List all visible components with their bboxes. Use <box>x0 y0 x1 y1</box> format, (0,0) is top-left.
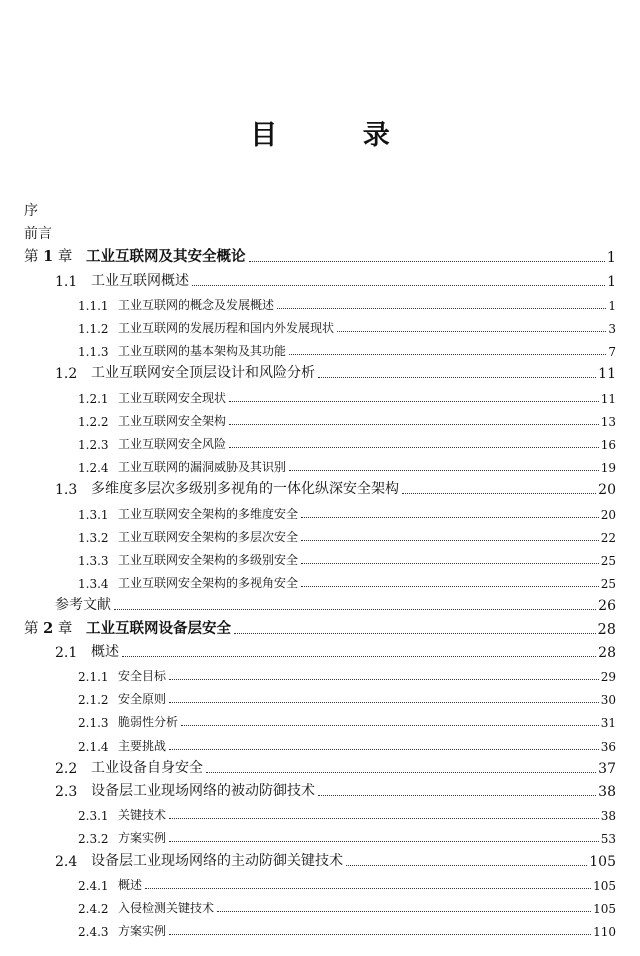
dot-leader <box>192 269 605 286</box>
toc-entry-number: 1.2.2 <box>78 414 109 429</box>
toc-entry-title: 工业互联网的发展历程和国内外发展现状 <box>118 321 335 335</box>
toc-entry-number: 2.2 <box>55 760 78 777</box>
toc-chapter-number <box>24 617 86 638</box>
dot-leader <box>169 686 599 703</box>
toc-entry-sub <box>78 569 616 591</box>
toc-entry-sub <box>78 824 616 846</box>
toc-chapter-suffix: 章 <box>57 249 73 266</box>
dot-leader <box>301 570 599 587</box>
toc-page-number: 28 <box>598 644 616 661</box>
dot-leader <box>217 895 591 912</box>
toc-entry-number: 2.4.1 <box>78 878 109 893</box>
toc-entry-sub <box>78 291 616 313</box>
toc-entry-sub <box>78 662 616 684</box>
toc-entry-title: 工业互联网的基本架构及其功能 <box>118 344 287 359</box>
dot-leader <box>318 779 596 796</box>
toc-entry-title: 概述 <box>118 877 143 892</box>
toc-front-label: 前言 <box>24 226 52 243</box>
toc-page-number: 26 <box>598 598 616 615</box>
toc-entry-sub <box>78 732 616 754</box>
toc-entry-section <box>55 639 616 661</box>
toc-page-number: 11 <box>598 366 616 383</box>
toc-page-number: 13 <box>600 414 616 429</box>
toc-entry-title: 方案实例 <box>118 924 167 939</box>
toc-entry-sub <box>78 708 616 730</box>
toc-entry-title: 主要挑战 <box>118 738 167 753</box>
toc-entry-sub <box>78 546 616 568</box>
toc-entry-sub <box>78 407 616 429</box>
toc-page-number: 28 <box>597 621 616 638</box>
toc-entry-title: 设备层工业现场网络的被动防御技术 <box>91 783 315 799</box>
toc-entry-number: 2.3.2 <box>78 832 109 847</box>
toc-entry-sub <box>78 337 616 359</box>
toc-page-number: 38 <box>598 784 616 800</box>
dot-leader <box>169 802 599 819</box>
toc-entry-number: 1.3.3 <box>78 554 109 568</box>
dot-leader <box>402 477 596 494</box>
dot-leader <box>337 315 606 332</box>
dot-leader <box>301 501 599 518</box>
toc-page-number: 25 <box>600 577 616 592</box>
toc-page-number: 38 <box>600 809 616 824</box>
toc-entry-number: 1.1 <box>55 273 78 290</box>
toc-entry-title: 工业互联网安全风险 <box>118 437 227 451</box>
toc-entry-title: 概述 <box>91 643 119 660</box>
toc-entry-sub <box>78 384 616 406</box>
toc-entry-title: 工业互联网安全架构的多级别安全 <box>118 553 299 567</box>
toc-entry-sub <box>78 871 616 893</box>
dot-leader <box>169 825 599 842</box>
toc-chapter-prefix: 第 <box>24 620 39 637</box>
toc-entry-number: 1.3.4 <box>78 577 109 592</box>
toc-entry-sub <box>78 500 616 522</box>
toc-entry-number: 2.1.1 <box>78 670 109 684</box>
toc-entry-title: 关键技术 <box>118 808 167 823</box>
dot-leader <box>289 454 599 471</box>
toc-entry-chapter <box>24 244 616 266</box>
toc-entry-number: 2.1 <box>55 644 78 661</box>
toc-page-number: 20 <box>598 482 616 499</box>
toc-entry-title: 多维度多层次多级别多视角的一体化纵深安全架构 <box>91 481 399 498</box>
toc-entry-sub <box>78 314 616 336</box>
toc-entry-number: 2.3 <box>55 784 78 800</box>
toc-entry-number: 2.1.2 <box>78 693 109 708</box>
toc-page-number: 20 <box>600 507 616 522</box>
dot-leader <box>318 361 596 378</box>
toc-entry-title: 入侵检测关键技术 <box>118 901 215 915</box>
toc-entry-number: 1.2.4 <box>78 461 109 476</box>
dot-leader <box>301 547 599 564</box>
toc-entry-title: 工业互联网设备层安全 <box>86 619 231 637</box>
dot-leader <box>229 408 599 425</box>
toc-front-item <box>24 198 640 220</box>
toc-page-number: 53 <box>600 832 616 847</box>
toc-page-number: 31 <box>600 716 616 731</box>
toc-page-number: 3 <box>608 322 616 336</box>
toc-entry-number: 2.4.3 <box>78 925 109 940</box>
dot-leader <box>289 338 606 355</box>
dot-leader <box>277 292 606 309</box>
toc-entry-number: 1.1.1 <box>78 298 109 313</box>
toc-front-item <box>24 221 640 243</box>
toc-page-number: 105 <box>593 878 616 893</box>
toc-entry-title: 工业互联网及其安全概论 <box>86 248 246 266</box>
dot-leader <box>181 709 599 726</box>
toc-entry-sub <box>78 801 616 823</box>
toc-page-number: 25 <box>600 554 616 568</box>
toc-entry-title: 方案实例 <box>118 831 167 846</box>
toc-entry-number: 1.2.3 <box>78 438 109 452</box>
toc-page-number: 105 <box>589 853 616 870</box>
toc-entry-number: 1.1.2 <box>78 322 109 336</box>
toc-page-number: 37 <box>598 760 616 777</box>
toc-page-number: 7 <box>608 345 616 360</box>
toc-entry-title: 工业互联网概述 <box>91 272 189 289</box>
toc-front-label: 序 <box>24 203 38 219</box>
toc-entry-number: 2.4 <box>55 853 78 870</box>
dot-leader <box>122 640 596 657</box>
toc-entry-title: 安全原则 <box>118 692 167 707</box>
toc-entry-title: 参考文献 <box>55 597 111 614</box>
toc-entry-sub <box>78 453 616 475</box>
dot-leader <box>206 756 596 773</box>
toc-entry-number: 2.1.4 <box>78 739 109 754</box>
toc-chapter-prefix: 第 <box>24 249 39 266</box>
toc-entry-title: 工业互联网安全架构的多层次安全 <box>118 529 299 544</box>
toc-entry-number: 2.1.3 <box>78 716 109 731</box>
toc-entry-section <box>55 755 616 777</box>
toc-page-number: 1 <box>606 250 616 267</box>
toc-chapter-number <box>24 245 86 266</box>
toc-page-number: 19 <box>600 461 616 476</box>
toc-entry-sub <box>78 917 616 939</box>
toc-entry-number: 2.4.2 <box>78 902 109 916</box>
toc-entry-title: 设备层工业现场网络的主动防御关键技术 <box>91 852 343 869</box>
toc-page-number: 30 <box>600 693 616 708</box>
dot-leader <box>229 431 599 448</box>
toc-entry-section <box>55 848 616 870</box>
toc-page-number: 29 <box>600 670 616 684</box>
toc-page-number: 105 <box>593 902 616 916</box>
toc-chapter-suffix: 章 <box>57 620 73 637</box>
dot-leader <box>234 617 596 634</box>
toc-entry-section <box>55 360 616 382</box>
toc-page-number: 16 <box>600 438 616 452</box>
toc-entry-title: 工业互联网安全架构 <box>118 413 227 428</box>
toc-entry-number: 1.1.3 <box>78 345 109 360</box>
dot-leader <box>301 524 599 541</box>
toc-entry-title: 工业互联网安全顶层设计和风险分析 <box>91 365 315 382</box>
toc-entry-number: 2.3.1 <box>78 809 109 824</box>
toc-entry-number: 1.3.2 <box>78 530 109 545</box>
toc-entry-section <box>55 778 616 800</box>
toc-entry-ref <box>55 592 616 614</box>
toc-entry-number: 1.3.1 <box>78 507 109 522</box>
toc-entry-title: 工业设备自身安全 <box>91 759 203 776</box>
dot-leader <box>169 663 599 680</box>
toc-entry-sub <box>78 894 616 916</box>
toc-entry-title: 安全目标 <box>118 669 167 683</box>
toc-entry-title: 工业互联网安全架构的多视角安全 <box>118 576 299 591</box>
toc-entry-title: 工业互联网安全架构的多维度安全 <box>118 506 299 521</box>
toc-chapter-digit: 2 <box>43 619 54 637</box>
toc-entry-number: 1.2.1 <box>78 391 109 406</box>
dot-leader <box>229 385 599 402</box>
toc-entry-title: 脆弱性分析 <box>118 715 179 730</box>
toc-entry-sub <box>78 523 616 545</box>
toc-entry-sub <box>78 685 616 707</box>
toc-entry-number: 1.3 <box>55 482 78 499</box>
dot-leader <box>145 872 591 889</box>
toc-page-number: 22 <box>600 530 616 545</box>
toc-chapter-digit: 1 <box>43 248 54 266</box>
toc-page-number: 110 <box>593 925 616 940</box>
toc-entry-section <box>55 268 616 290</box>
dot-leader <box>249 245 605 262</box>
dot-leader <box>169 918 591 935</box>
toc-page-number: 1 <box>607 273 616 290</box>
page-title: 目 录 <box>250 120 428 151</box>
toc-entry-title: 工业互联网的漏洞威胁及其识别 <box>118 460 287 475</box>
toc-entry-chapter <box>24 616 616 638</box>
dot-leader <box>346 849 587 866</box>
toc-entry-title: 工业互联网安全现状 <box>118 390 227 405</box>
toc-entry-section <box>55 476 616 498</box>
toc-page-number: 36 <box>600 739 616 754</box>
toc-page-number: 1 <box>608 298 616 313</box>
toc-page-number: 11 <box>600 391 616 406</box>
dot-leader <box>114 593 596 610</box>
dot-leader <box>169 733 599 750</box>
toc-entry-number: 1.2 <box>55 366 78 383</box>
toc-entry-sub <box>78 430 616 452</box>
toc-entry-title: 工业互联网的概念及发展概述 <box>118 297 275 312</box>
